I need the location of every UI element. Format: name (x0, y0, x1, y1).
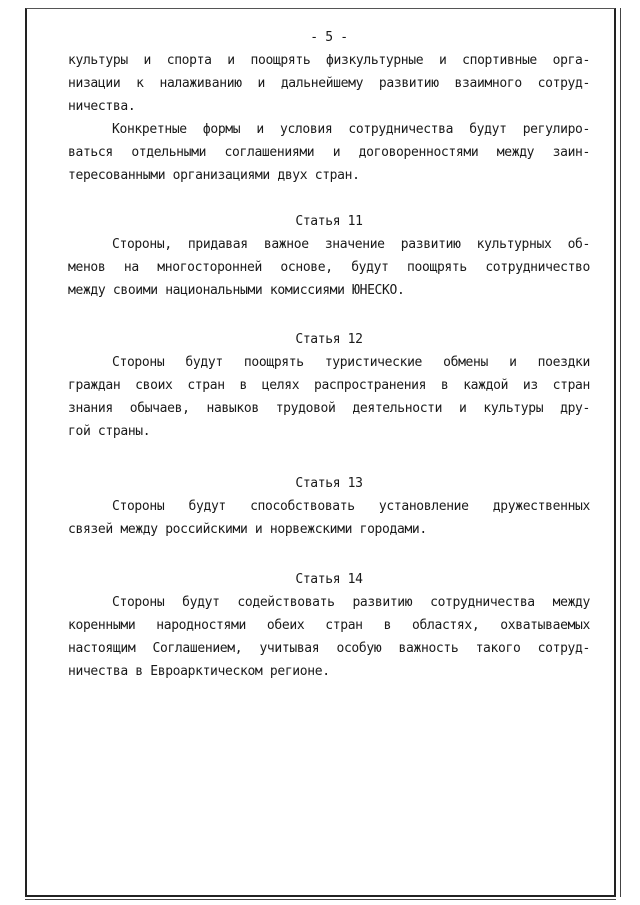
article-heading: Статья 13 (295, 476, 363, 491)
text-line: Стороны будут содействовать развитию сотрудничества между (112, 595, 590, 610)
text-line: знания обычаев, навыков трудовой деятельности и культуры дру- (68, 401, 590, 416)
text-line: коренными народностями обеих стран в областях, охватываемых (68, 618, 590, 633)
page-frame-inner-line (620, 8, 621, 897)
text-line: ваться отдельными соглашениями и договоренностями между заин- (68, 145, 590, 160)
text-line: низации к налаживанию и дальнейшему развитию взаимного сотруд- (68, 76, 590, 91)
text-line: Стороны будут поощрять туристические обмены и поездки (112, 355, 590, 370)
text-line: культуры и спорта и поощрять физкультурные и спортивные орга- (68, 53, 590, 68)
forms-paragraph (68, 118, 590, 187)
page-frame-bottom-line (25, 899, 616, 900)
text-line: гой страны. (68, 424, 151, 439)
text-line: связей между российскими и норвежскими городами. (68, 522, 427, 537)
article-heading: Статья 14 (295, 572, 363, 587)
text-line: Стороны, придавая важное значение развитию культурных об- (112, 237, 590, 252)
article-paragraph (68, 495, 590, 541)
article-paragraph (68, 591, 590, 683)
intro-paragraph (68, 49, 590, 118)
text-line: настоящим Соглашением, учитывая особую важность такого сотруд- (68, 641, 590, 656)
page-number: - 5 - (310, 30, 348, 45)
text-line: ничества. (68, 99, 136, 114)
text-line: граждан своих стран в целях распространения в каждой из стран (68, 378, 590, 393)
text-line: Конкретные формы и условия сотрудничества будут регулиро- (112, 122, 590, 137)
text-line: Стороны будут способствовать установление дружественных (112, 499, 590, 514)
text-line: ничества в Евроарктическом регионе. (68, 664, 330, 679)
text-line: между своими национальными комиссиями ЮНЕСКО. (68, 283, 405, 298)
text-line: менов на многосторонней основе, будут поощрять сотрудничество (68, 260, 590, 275)
document-body (68, 26, 590, 683)
article-paragraph (68, 233, 590, 302)
text-line: тересованными организациями двух стран. (68, 168, 360, 183)
article-heading: Статья 11 (295, 214, 363, 229)
article-heading: Статья 12 (295, 332, 363, 347)
article-paragraph (68, 351, 590, 443)
